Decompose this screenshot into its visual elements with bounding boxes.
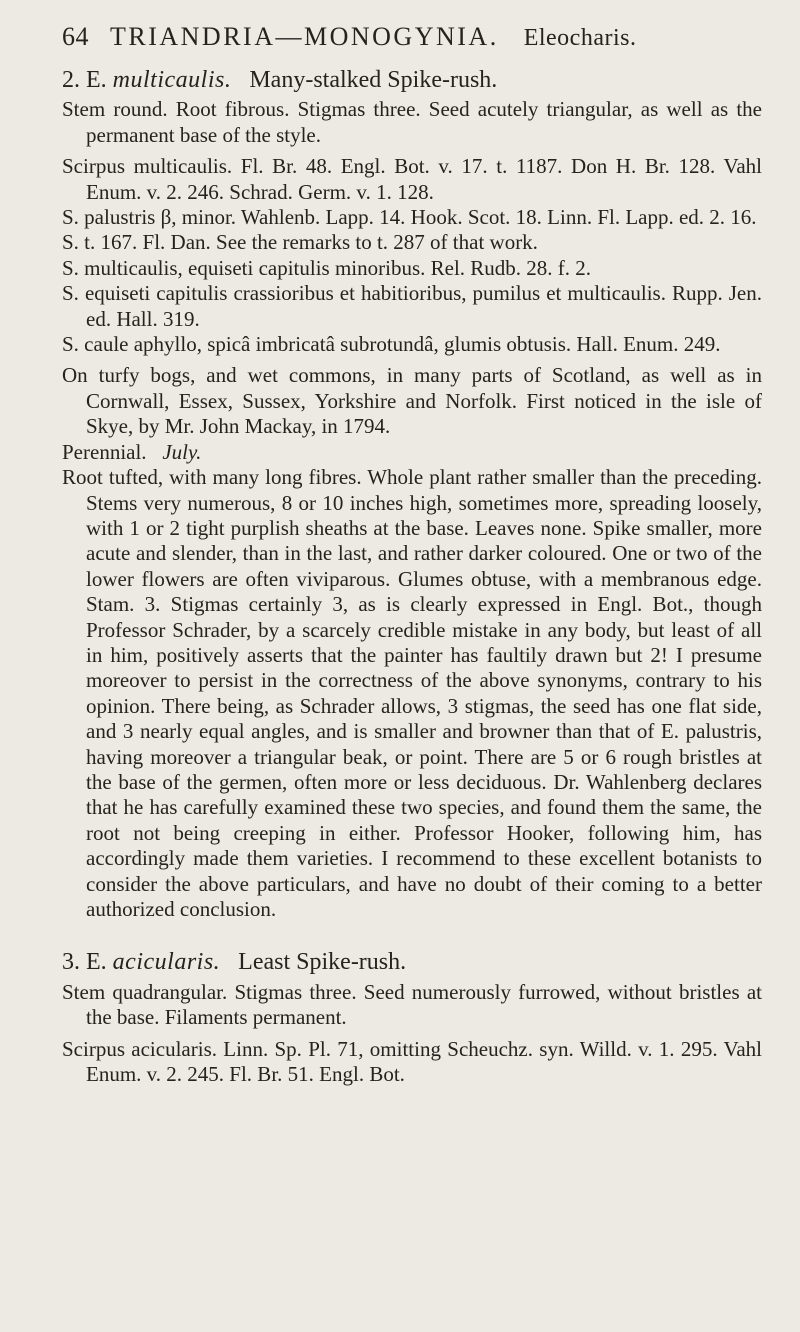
- synonym-entry: S. equiseti capitulis crassioribus et habitioribus, pumilus et multicaulis. Rupp. Jen. ed. Hall. 319.: [62, 281, 762, 331]
- synonym-entry: S. caule aphyllo, spicâ imbricatâ subrotundâ, glumis obtusis. Hall. Enum. 249.: [62, 332, 721, 357]
- species-character: Stem round. Root fibrous. Stigmas three. Seed acutely triangular, as well as the permanent base of the style.: [62, 97, 762, 147]
- synonym-entry: S. palustris β, minor. Wahlenb. Lapp. 14. Hook. Scot. 18. Linn. Fl. Lapp. ed. 2. 16.: [62, 205, 757, 230]
- species-character: Stem quadrangular. Stigmas three. Seed numerously furrowed, without bristles at the base. Filaments permanent.: [62, 979, 762, 1030]
- species-heading: [62, 68, 762, 93]
- duration-line: [62, 440, 762, 465]
- synonym-entry: Scirpus acicularis. Linn. Sp. Pl. 71, omitting Scheuchz. syn. Willd. v. 1. 295. Vahl Enum. v. 2. 245. Fl. Br. 51. Engl. Bot.: [62, 1036, 762, 1087]
- synonym-entry: S. t. 167. Fl. Dan. See the remarks to t. 287 of that work.: [62, 230, 538, 255]
- page-body: [62, 64, 762, 1087]
- running-header: [62, 22, 637, 52]
- common-name: Least Spike-rush.: [238, 949, 407, 976]
- synonym-entry: Scirpus multicaulis. Fl. Br. 48. Engl. Bot. v. 17. t. 1187. Don H. Br. 128. Vahl Enum. v. 2. 246. Schrad. Germ. v. 1. 128.: [62, 154, 762, 204]
- page-number: 64: [62, 22, 89, 51]
- genus-heading: Eleocharis.: [523, 25, 637, 51]
- habitat: On turfy bogs, and wet commons, in many parts of Scotland, as well as in Cornwall, Essex, Sussex, Yorkshire and Norfolk. First noticed in the isle of Skye, by Mr. John Mackay, in 1794.: [62, 363, 762, 439]
- synonym-entry: S. multicaulis, equiseti capitulis minoribus. Rel. Rudb. 28. f. 2.: [62, 255, 592, 280]
- section-title: TRIANDRIA—MONOGYNIA.: [110, 22, 499, 51]
- species-number: 3. E.: [62, 949, 107, 976]
- flowering-time: July.: [162, 439, 202, 464]
- species-epithet: acicularis.: [112, 949, 221, 976]
- duration: Perennial.: [62, 439, 147, 464]
- species-number: 2. E.: [62, 67, 107, 93]
- species-heading: [62, 950, 762, 975]
- species-epithet: multicaulis.: [112, 67, 232, 93]
- common-name: Many-stalked Spike-rush.: [249, 67, 498, 93]
- description: Root tufted, with many long fibres. Whole plant rather smaller than the preceding. Stems very numerous, 8 or 10 inches high, sometimes more, spreading loosely, with 1 or 2 tight purplish sheaths at the base. Leaves none. Spike smaller, more acute and slender, than in the last, and rather darker coloured. One or two of the lower flowers are often viviparous. Glumes obtuse, with a membranous edge. Stam. 3. Stigmas certainly 3, as is clearly expressed in Engl. Bot., though Professor Schrader, by a scarcely credible mistake in any body, but least of all in him, positively asserts that the painter has faultily drawn but 2! I presume moreover to persist in the correctness of the above synonyms, contrary to his opinion. There being, as Schrader allows, 3 stigmas, the seed has one flat side, and 3 nearly equal angles, and is smaller and browner than that of E. palustris, having moreover a triangular beak, or point. There are 5 or 6 rough bristles at the base of the germen, often more or less deciduous. Dr. Wahlenberg declares that he has carefully examined these two species, and found them the same, the root not being creeping in either. Professor Hooker, following him, has accordingly made them varieties. I recommend to these excellent botanists to consider the above particulars, and have no doubt of their coming to a better authorized conclusion.: [62, 465, 762, 921]
